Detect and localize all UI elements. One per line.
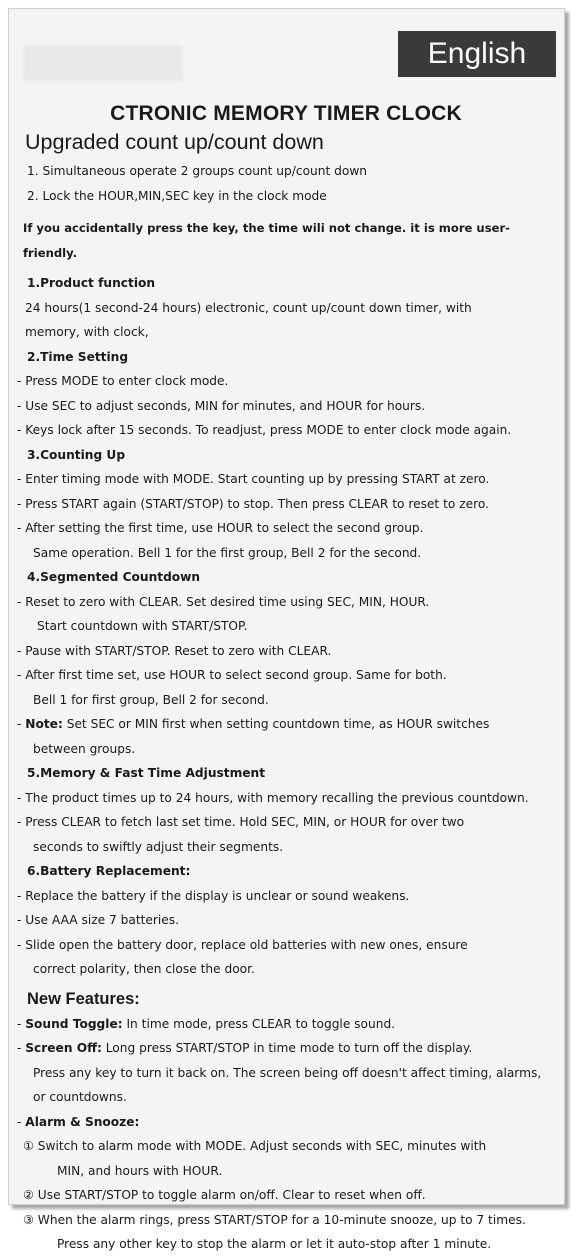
- section-line: seconds to swiftly adjust their segments.: [33, 839, 284, 854]
- section-line: - After setting the first time, use HOUR to select the second group.: [17, 521, 424, 535]
- section-line: between groups.: [33, 741, 136, 756]
- section-line: - Pause with START/STOP. Reset to zero with CLEAR.: [17, 643, 332, 658]
- section-heading: 4.Segmented Countdown: [27, 570, 201, 584]
- intro-item: 2. Lock the HOUR,MIN,SEC key in the clock mode: [27, 188, 327, 203]
- section-line: - Slide open the battery door, replace old batteries with new ones, ensure: [17, 937, 468, 952]
- section-line: correct polarity, then close the door.: [33, 962, 255, 976]
- section-heading: 3.Counting Up: [27, 447, 126, 462]
- screen-off-text: Long press START/STOP in time mode to turn off the display.: [101, 1041, 473, 1055]
- countdown-note: - Note: Set SEC or MIN first when setting countdown time, as HOUR switches: [17, 717, 490, 731]
- faded-bleedthrough-text: [23, 45, 183, 81]
- section-line: - Press START again (START/STOP) to stop. Then press CLEAR to reset to zero.: [17, 496, 489, 511]
- document-body: [17, 101, 557, 1257]
- section-line: - Use AAA size 7 batteries.: [17, 913, 179, 927]
- section-line: Bell 1 for first group, Bell 2 for second.: [33, 692, 269, 707]
- alarm-step-cont: MIN, and hours with HOUR.: [57, 1163, 223, 1178]
- instruction-sheet: [8, 8, 565, 1251]
- section-line: Same operation. Bell 1 for the first group, Bell 2 for the second.: [33, 545, 422, 560]
- alarm-snooze-line: - Alarm & Snooze:: [17, 1114, 140, 1129]
- screen-off-label: Screen Off:: [25, 1041, 102, 1055]
- section-line: or countdowns.: [33, 1090, 127, 1104]
- section-line: memory, with clock,: [25, 325, 149, 339]
- alarm-snooze-label: Alarm & Snooze:: [25, 1114, 140, 1129]
- document-subtitle: Upgraded count up/count down: [25, 130, 324, 154]
- section-heading: 2.Time Setting: [27, 349, 129, 364]
- alarm-step: ② Use START/STOP to toggle alarm on/off. Clear to reset when off.: [23, 1188, 426, 1202]
- sound-toggle-label: Sound Toggle:: [25, 1016, 123, 1031]
- section-line: 24 hours(1 second-24 hours) electronic, count up/count down timer, with: [25, 300, 472, 315]
- document-title: CTRONIC MEMORY TIMER CLOCK: [110, 102, 462, 125]
- section-line: - Press MODE to enter clock mode.: [17, 374, 229, 388]
- section-line: - Reset to zero with CLEAR. Set desired time using SEC, MIN, HOUR.: [17, 594, 430, 609]
- section-heading: 1.Product function: [27, 276, 156, 290]
- screen-off-line: - Screen Off: Long press START/STOP in time mode to turn off the display.: [17, 1041, 473, 1055]
- section-line: - After first time set, use HOUR to select second group. Same for both.: [17, 668, 447, 682]
- new-features-heading: New Features:: [27, 989, 140, 1008]
- section-line: - Press CLEAR to fetch last set time. Hold SEC, MIN, or HOUR for over two: [17, 815, 465, 829]
- alarm-step: ③ When the alarm rings, press START/STOP for a 10-minute snooze, up to 7 times.: [23, 1212, 526, 1227]
- section-line: Start countdown with START/STOP.: [37, 619, 248, 633]
- alarm-step: ① Switch to alarm mode with MODE. Adjust seconds with SEC, minutes with: [23, 1139, 487, 1153]
- intro-note: If you accidentally press the key, the time wili not change. it is more user-friendly.: [23, 221, 510, 260]
- section-line: - Replace the battery if the display is unclear or sound weakens.: [17, 888, 410, 903]
- section-heading: 6.Battery Replacement:: [27, 864, 191, 878]
- section-line: - Use SEC to adjust seconds, MIN for minutes, and HOUR for hours.: [17, 398, 426, 413]
- section-line: - Enter timing mode with MODE. Start counting up by pressing START at zero.: [17, 472, 490, 486]
- note-label: Note:: [25, 717, 63, 731]
- section-line: - The product times up to 24 hours, with memory recalling the previous countdown.: [17, 790, 529, 805]
- sound-toggle-text: In time mode, press CLEAR to toggle sound.: [122, 1016, 396, 1031]
- note-text: Set SEC or MIN first when setting countdown time, as HOUR switches: [62, 717, 490, 731]
- section-line: - Keys lock after 15 seconds. To readjust, press MODE to enter clock mode again.: [17, 423, 512, 437]
- section-line: Press any key to turn it back on. The screen being off doesn't affect timing, alarms,: [33, 1065, 542, 1080]
- section-heading: 5.Memory & Fast Time Adjustment: [27, 766, 266, 780]
- sound-toggle-line: - Sound Toggle: In time mode, press CLEAR to toggle sound.: [17, 1016, 396, 1031]
- intro-item: 1. Simultaneous operate 2 groups count up/count down: [27, 164, 368, 178]
- language-badge: English: [398, 31, 556, 77]
- alarm-step-cont: Press any other key to stop the alarm or let it auto-stop after 1 minute.: [57, 1237, 492, 1251]
